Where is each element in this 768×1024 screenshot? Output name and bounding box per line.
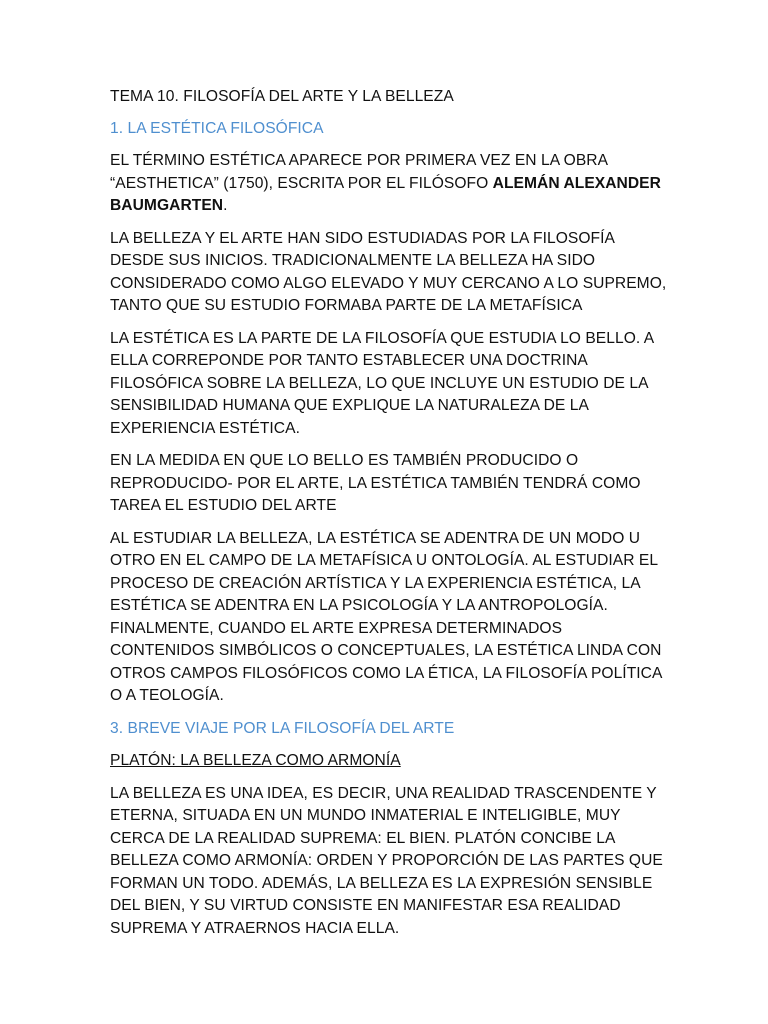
subsection-title: PLATÓN: LA BELLEZA COMO ARMONÍA xyxy=(110,752,401,769)
paragraph-6: LA BELLEZA ES UNA IDEA, ES DECIR, UNA REALIDAD TRASCENDENTE Y ETERNA, SITUADA EN UN MUNDO INMATERIAL E INTELIGIBLE, MUY CERCA DE LA REALIDAD SUPREMA: EL BIEN. PLATÓN CONCIBE LA BELLEZA COMO ARMONÍA: ORDEN Y PROPORCIÓN DE LAS PARTES QUE FORMAN UN TODO. ADEMÁS, LA BELLEZA ES LA EXPRESIÓN SENSIBLE DEL BIEN, Y SU VIRTUD CONSISTE EN MANIFESTAR ESA REALIDAD SUPREMA Y ATRAERNOS HACIA ELLA. xyxy=(110,784,663,937)
section-heading-3: 3. BREVE VIAJE POR LA FILOSOFÍA DEL ARTE xyxy=(110,719,455,737)
paragraph-2: LA BELLEZA Y EL ARTE HAN SIDO ESTUDIADAS POR LA FILOSOFÍA DESDE SUS INICIOS. TRADICIONALMENTE LA BELLEZA HA SIDO CONSIDERADO COMO ALGO ELEVADO Y MUY CERCANO A LO SUPREMO, TANTO QUE SU ESTUDIO FORMABA PARTE DE LA METAFÍSICA xyxy=(110,229,667,314)
paragraph-1-bold: ALEMÁN ALEXANDER BAUMGARTEN xyxy=(110,174,661,214)
paragraph-1 xyxy=(110,150,668,218)
section-heading-1: 1. LA ESTÉTICA FILOSÓFICA xyxy=(110,119,324,137)
paragraph-3: LA ESTÉTICA ES LA PARTE DE LA FILOSOFÍA QUE ESTUDIA LO BELLO. A ELLA CORREPONDE POR TANTO ESTABLECER UNA DOCTRINA FILOSÓFICA SOBRE LA BELLEZA, LO QUE INCLUYE UN ESTUDIO DE LA SENSIBILIDAD HUMANA QUE EXPLIQUE LA NATURALEZA DE LA EXPERIENCIA ESTÉTICA. xyxy=(110,329,654,437)
paragraph-1-end: . xyxy=(223,197,228,214)
paragraph-1-text: EL TÉRMINO ESTÉTICA APARECE POR PRIMERA VEZ EN LA OBRA “AESTHETICA” (1750), ESCRITA POR EL FILÓSOFO xyxy=(110,152,608,192)
paragraph-5: AL ESTUDIAR LA BELLEZA, LA ESTÉTICA SE ADENTRA DE UN MODO U OTRO EN EL CAMPO DE LA METAFÍSICA U ONTOLOGÍA. AL ESTUDIAR EL PROCESO DE CREACIÓN ARTÍSTICA Y LA EXPERIENCIA ESTÉTICA, LA ESTÉTICA SE ADENTRA EN LA PSICOLOGÍA Y LA ANTROPOLOGÍA. FINALMENTE, CUANDO EL ARTE EXPRESA DETERMINADOS CONTENIDOS SIMBÓLICOS O CONCEPTUALES, LA ESTÉTICA LINDA CON OTROS CAMPOS FILOSÓFICOS COMO LA ÉTICA, LA FILOSOFÍA POLÍTICA O A TEOLOGÍA. xyxy=(110,529,662,704)
paragraph-4: EN LA MEDIDA EN QUE LO BELLO ES TAMBIÉN PRODUCIDO O REPRODUCIDO- POR EL ARTE, LA ESTÉTICA TAMBIÉN TENDRÁ COMO TAREA EL ESTUDIO DEL ARTE xyxy=(110,452,641,514)
document-title: TEMA 10. FILOSOFÍA DEL ARTE Y LA BELLEZA xyxy=(110,88,454,105)
